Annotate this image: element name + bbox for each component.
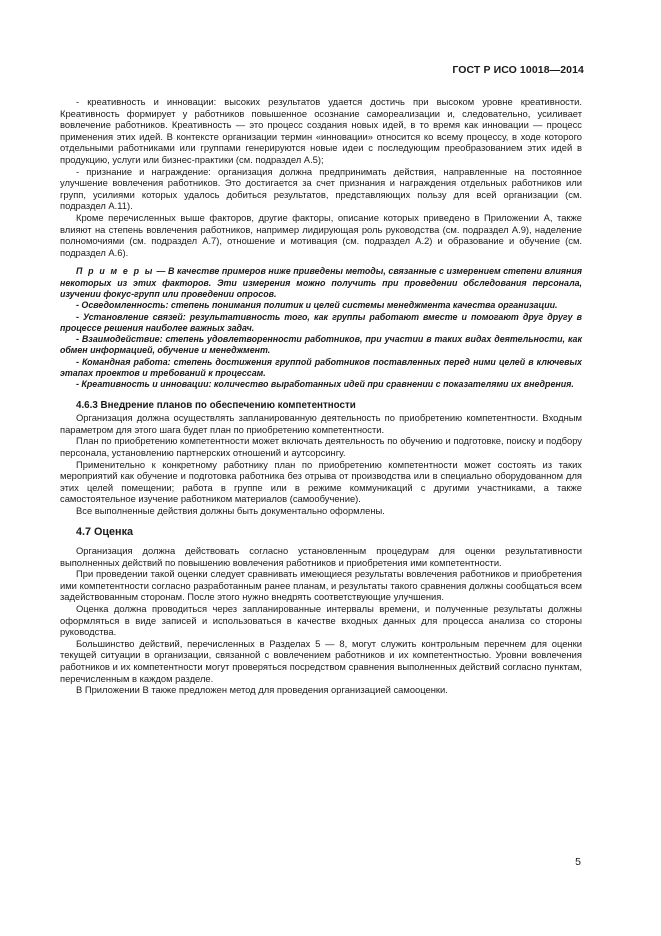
section-47-paragraph: При проведении такой оценки следует сравнивать имеющиеся результаты вовлечения работников и приобретения ими компетентности согласно разработанным ранее планам, и результаты такого сравнения должны сообщаться всем задействованным сторонам. После этого нужно внедрять соответствующие улучшения. <box>60 568 582 603</box>
section-47-paragraph: Оценка должна проводиться через запланированные интервалы времени, и полученные результаты должны оформляться в виде записей и использоваться в качестве входных данных для процесса анализа со стороны руководства. <box>60 603 582 638</box>
section-47-heading: 4.7 Оценка <box>76 525 133 538</box>
example-item-teamwork: - Командная работа: степень достижения группой работников поставленных перед ними целей в ключевых этапах проектов и требований к процессам. <box>60 356 582 378</box>
section-463-paragraph: План по приобретению компетентности может включать деятельность по обучению и подготовке, поиску и подбору персонала, установлению партнерских отношений и аутсорсингу. <box>60 435 582 458</box>
example-item-interaction: - Взаимодействие: степень удовлетворенности работников, при участии в таких видах деятельности, как обмен информацией, обучение и менеджмент. <box>60 334 582 356</box>
section-47-paragraph: Большинство действий, перечисленных в Разделах 5 — 8, могут служить контрольным перечнем для оценки текущей ситуации в организации, связанной с вовлечением работников и их компетентностью. Уровни вовлечения работников и их компетентности могут проверяться посредством сравнения выполненных действий согласно пунктам, перечисленным в каждом разделе. <box>60 637 582 684</box>
paragraph-recognition: - признание и награждение: организация должна предпринимать действия, направленные на постоянное улучшение вовлечения работников. Это достигается за счет признания и награждения отдельных работников или групп, усилиями которых удалось добиться результатов, представляющих пользу для всей организации (см. подраздел А.11). <box>60 165 582 212</box>
paragraph-other-factors: Кроме перечисленных выше факторов, другие факторы, описание которых приведено в Приложении А, также влияют на степень вовлечения работников, например лидирующая роль руководства (см. подраздел А.9), наделение полномочиями (см. подраздел А.7), отношение и мотивация (см. подраздел А.2) и образование и обучение (см. подраздел А.6). <box>60 211 582 258</box>
example-item-creativity: - Креативность и инновации: количество выработанных идей при сравнении с показателями их внедрения. <box>76 379 574 390</box>
examples-intro <box>60 266 582 300</box>
page-content <box>60 96 582 696</box>
document-header: ГОСТ Р ИСО 10018—2014 <box>452 64 584 76</box>
examples-label: П р и м е р ы <box>76 266 154 277</box>
section-47-paragraph: Организация должна действовать согласно установленным процедурам для оценки результативности выполненных действий по повышению вовлечения работников и приобретения ими компетентности. <box>60 545 582 568</box>
section-463-heading: 4.6.3 Внедрение планов по обеспечению компетентности <box>76 399 356 411</box>
page-number: 5 <box>575 856 581 868</box>
section-47-paragraph: В Приложении В также предложен метод для проведения организацией самооценки. <box>76 684 448 696</box>
example-item-awareness: - Осведомленность: степень понимания политик и целей системы менеджмента качества организации. <box>76 300 558 311</box>
paragraph-creativity: - креативность и инновации: высоких результатов удается достичь при высоком уровне креативности. Креативность формирует у работников повышенное осознание самореализации и, следовательно, усиливает вовлечение работников. Креативность — это процесс создания новых идей, в то время как инновации — процесс применения этих идей. В контексте организации термин «инновации» относится ко всему процессу, в ходе которого отдельными работниками или группами генерируются новые идеи с последующим преобразованием этих идей в продукцию, услуги или бизнес-практики (см. подраздел А.5); <box>60 96 582 165</box>
example-item-connections: - Установление связей: результативность того, как группы работают вместе и помогают друг другу в процессе решения наиболее важных задач. <box>60 311 582 333</box>
examples-block <box>60 266 582 390</box>
section-463-paragraph: Применительно к конкретному работнику план по приобретению компетентности может состоять из таких мероприятий как обучение и подготовка работника без отрыва от производства или в специально оборудованном для этих целей помещении; работа в группе или в режиме коммуникаций с другими участниками, а также самостоятельное изучение работником материалов (самообучение). <box>60 458 582 505</box>
section-463-paragraph: Организация должна осуществлять запланированную деятельность по приобретению компетентности. Входным параметром для этого шага будет план по приобретению компетентности. <box>60 412 582 435</box>
section-463-paragraph: Все выполненные действия должны быть документально оформлены. <box>76 504 385 516</box>
examples-intro-text: — В качестве примеров ниже приведены методы, связанные с измерением степени влияния некоторых из этих факторов. Эти измерения можно получить при проведении обследования персонала, изучении фокус-групп или проведении опросов. <box>60 266 582 299</box>
